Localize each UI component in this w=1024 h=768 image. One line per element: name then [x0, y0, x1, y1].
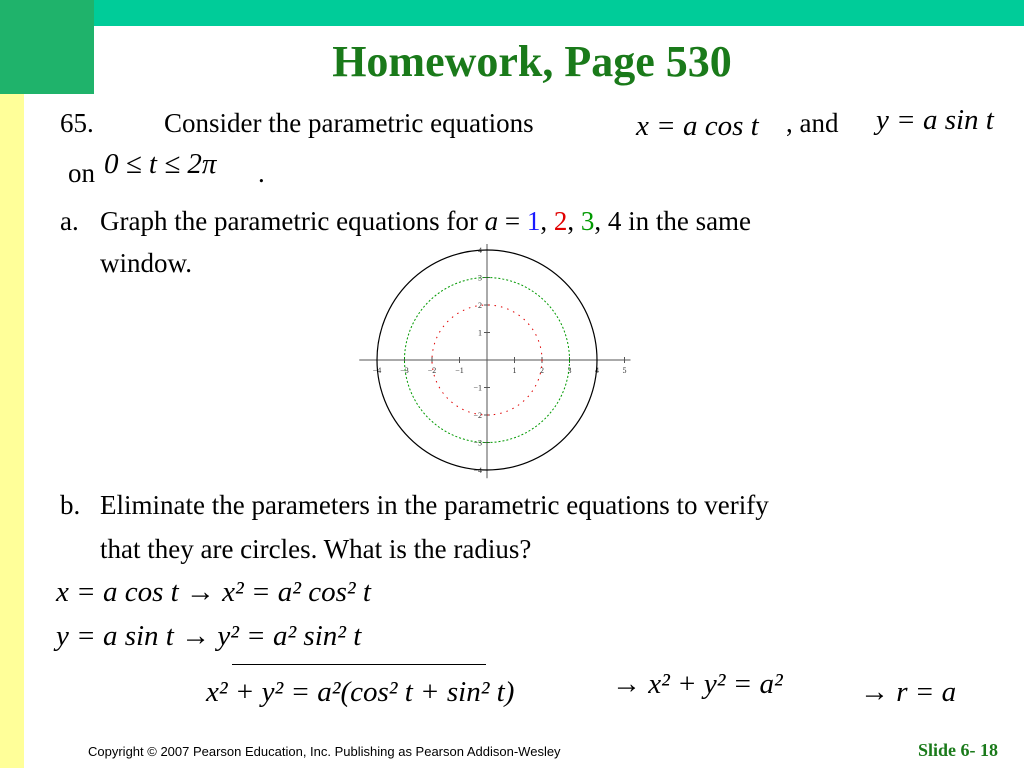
problem-text: Consider the parametric equations [164, 108, 534, 138]
sum-divider [232, 664, 486, 665]
solution-line-3: x² + y² = a²(cos² t + sin² t) [206, 676, 515, 708]
y-tick-label: 2 [478, 301, 482, 310]
y-tick-label: −2 [473, 411, 482, 420]
y-tick-label: 3 [478, 273, 482, 283]
equation-y: y = a sin t [876, 104, 994, 136]
x-tick-label: −2 [427, 366, 437, 375]
solution-line-3-result: → x² + y² = a² [612, 668, 783, 700]
a-value-4: 4 [607, 206, 622, 236]
solution-line-1 [56, 576, 371, 609]
part-a-label: a. [60, 206, 79, 236]
y-tick-label: 4 [478, 246, 482, 255]
a-value-3: 3 [580, 206, 595, 236]
part-a-text-2: in the same [628, 206, 752, 236]
x-tick-label: 4 [595, 366, 599, 375]
left-accent-strip [0, 94, 24, 768]
slide-number: Slide 6- 18 [917, 740, 998, 760]
solution-line-2-lhs: y = a sin t [56, 620, 174, 652]
x-tick-label: −3 [400, 366, 409, 375]
part-a-var: a [484, 206, 499, 236]
solution-final: → r = a [860, 676, 957, 708]
problem-number: 65. [60, 108, 94, 138]
part-a-text-3: window. [100, 248, 192, 278]
x-tick-label: 3 [567, 366, 572, 375]
solution-line-2 [56, 620, 361, 653]
part-a-eq: = [498, 206, 527, 236]
solution-line-1-lhs: x = a cos t [56, 576, 179, 608]
equation-x: x = a cos t [636, 110, 759, 142]
copyright-text: Copyright © 2007 Pearson Education, Inc. Publishing as Pearson Addison-Wesley [88, 744, 561, 759]
interval: 0 ≤ t ≤ 2π [104, 148, 217, 180]
x-tick-label: −1 [455, 366, 464, 375]
x-tick-label: −4 [372, 366, 382, 375]
circles-graph [350, 244, 640, 484]
part-b-line-1: Eliminate the parameters in the parametric equations to verify [100, 490, 769, 520]
x-tick-label: 1 [512, 366, 517, 375]
part-a-text: Graph the parametric equations for a = 1, 2, 3, 4 in the same [100, 206, 752, 236]
a-value-2: 2 [553, 206, 568, 236]
and-text: , and [786, 108, 839, 138]
part-b-label: b. [60, 490, 81, 520]
on-text: on [68, 158, 95, 188]
period: . [258, 158, 265, 188]
solution-line-1-rhs: → x² = a² cos² t [185, 576, 371, 608]
top-accent-bar [0, 0, 1024, 26]
solution-line-2-rhs: → y² = a² sin² t [181, 620, 362, 652]
y-tick-label: −4 [473, 466, 482, 475]
slide-title: Homework, Page 530 [332, 37, 732, 86]
y-tick-label: −1 [473, 383, 482, 393]
a-value-1: 1 [526, 206, 541, 236]
x-tick-label: 5 [622, 366, 627, 375]
y-tick-label: 1 [478, 328, 482, 338]
x-tick-label: 2 [540, 366, 544, 375]
part-a-text-1: Graph the parametric equations for [100, 206, 478, 236]
part-b-line-2: that they are circles. What is the radius? [100, 534, 532, 564]
y-tick-label: −3 [473, 438, 482, 448]
